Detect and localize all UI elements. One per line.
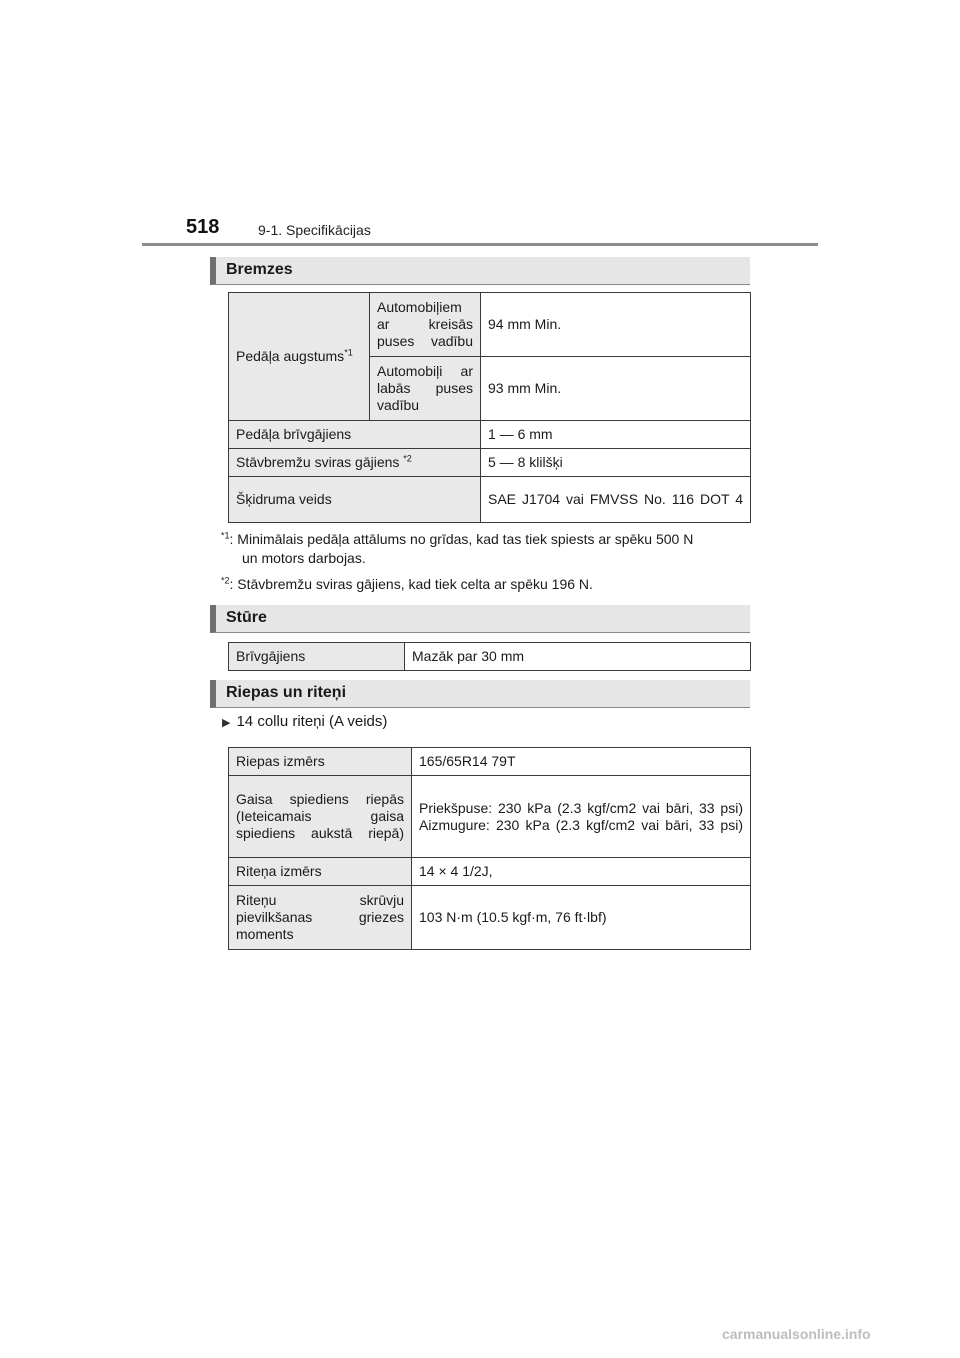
fluid-type-label: Šķidruma veids — [229, 477, 481, 523]
footnote-1 — [221, 530, 693, 568]
triangle-bullet-icon: ▶ — [222, 717, 231, 729]
lhd-value: 94 mm Min. — [481, 293, 751, 357]
pedal-height-label-cell — [229, 293, 370, 421]
lug-nut-torque-label: Riteņu skrūvju pievilkšanas griezes moments — [229, 886, 412, 950]
rhd-label: Automobiļi ar labās puses vadību — [370, 357, 481, 421]
wheel-size-label: Riteņa izmērs — [229, 858, 412, 886]
parking-brake-label-cell — [229, 449, 481, 477]
parking-brake-value: 5 — 8 klilšķi — [481, 449, 751, 477]
tire-pressure-values — [412, 776, 751, 858]
steering-free-play-value: Mazāk par 30 mm — [405, 643, 751, 671]
pedal-free-play-value: 1 — 6 mm — [481, 421, 751, 449]
tire-size-label: Riepas izmērs — [229, 748, 412, 776]
footnote-2 — [221, 575, 593, 594]
rhd-value: 93 mm Min. — [481, 357, 751, 421]
header-divider — [142, 243, 818, 246]
wheel-type-subheading — [222, 713, 387, 730]
steering-heading: Stūre — [210, 605, 750, 633]
footnote-1-continuation: un motors darbojas. — [242, 550, 366, 566]
section-title: 9-1. Specifikācijas — [258, 222, 371, 238]
footnote-1-text: : Minimālais pedāļa attālums no grīdas, kad tas tiek spiests ar spēku 500 N — [229, 531, 694, 547]
brakes-heading: Bremzes — [210, 257, 750, 285]
steering-table — [228, 642, 751, 671]
footnote-2-mark: *2 — [221, 575, 230, 586]
pedal-free-play-label: Pedāļa brīvgājiens — [229, 421, 481, 449]
footnote-2-text: : Stāvbremžu sviras gājiens, kad tiek celta ar spēku 196 N. — [229, 576, 593, 592]
fluid-type-value: SAE J1704 vai FMVSS No. 116 DOT 4 — [481, 477, 751, 523]
tire-size-value: 165/65R14 79T — [412, 748, 751, 776]
footnote-1-mark: *1 — [221, 530, 230, 541]
parking-brake-label: Stāvbremžu sviras gājiens — [236, 454, 400, 470]
rear-pressure: Aizmugure: 230 kPa (2.3 kgf/cm2 vai bāri, 33 psi) — [419, 816, 743, 833]
tires-table — [228, 747, 751, 950]
front-pressure: Priekšpuse: 230 kPa (2.3 kgf/cm2 vai bāri, 33 psi) — [419, 799, 743, 816]
pedal-height-label: Pedāļa augstums — [236, 348, 345, 364]
brakes-table — [228, 292, 751, 523]
steering-free-play-label: Brīvgājiens — [229, 643, 405, 671]
page-number: 518 — [186, 216, 220, 238]
watermark: carmanualsonline.info — [722, 1326, 871, 1342]
tire-pressure-label: Gaisa spiediens riepās (Ieteicamais gaisa spiediens aukstā riepā) — [229, 776, 412, 858]
lhd-label: Automobiļiem ar kreisās puses vadību — [370, 293, 481, 357]
lug-nut-torque-value: 103 N·m (10.5 kgf·m, 76 ft·lbf) — [412, 886, 751, 950]
tires-heading: Riepas un riteņi — [210, 680, 750, 708]
footnote-ref-2: *2 — [403, 453, 412, 464]
wheel-type-text: 14 collu riteņi (A veids) — [236, 713, 388, 730]
footnote-ref-1: *1 — [344, 347, 353, 358]
wheel-size-value: 14 × 4 1/2J, — [412, 858, 751, 886]
